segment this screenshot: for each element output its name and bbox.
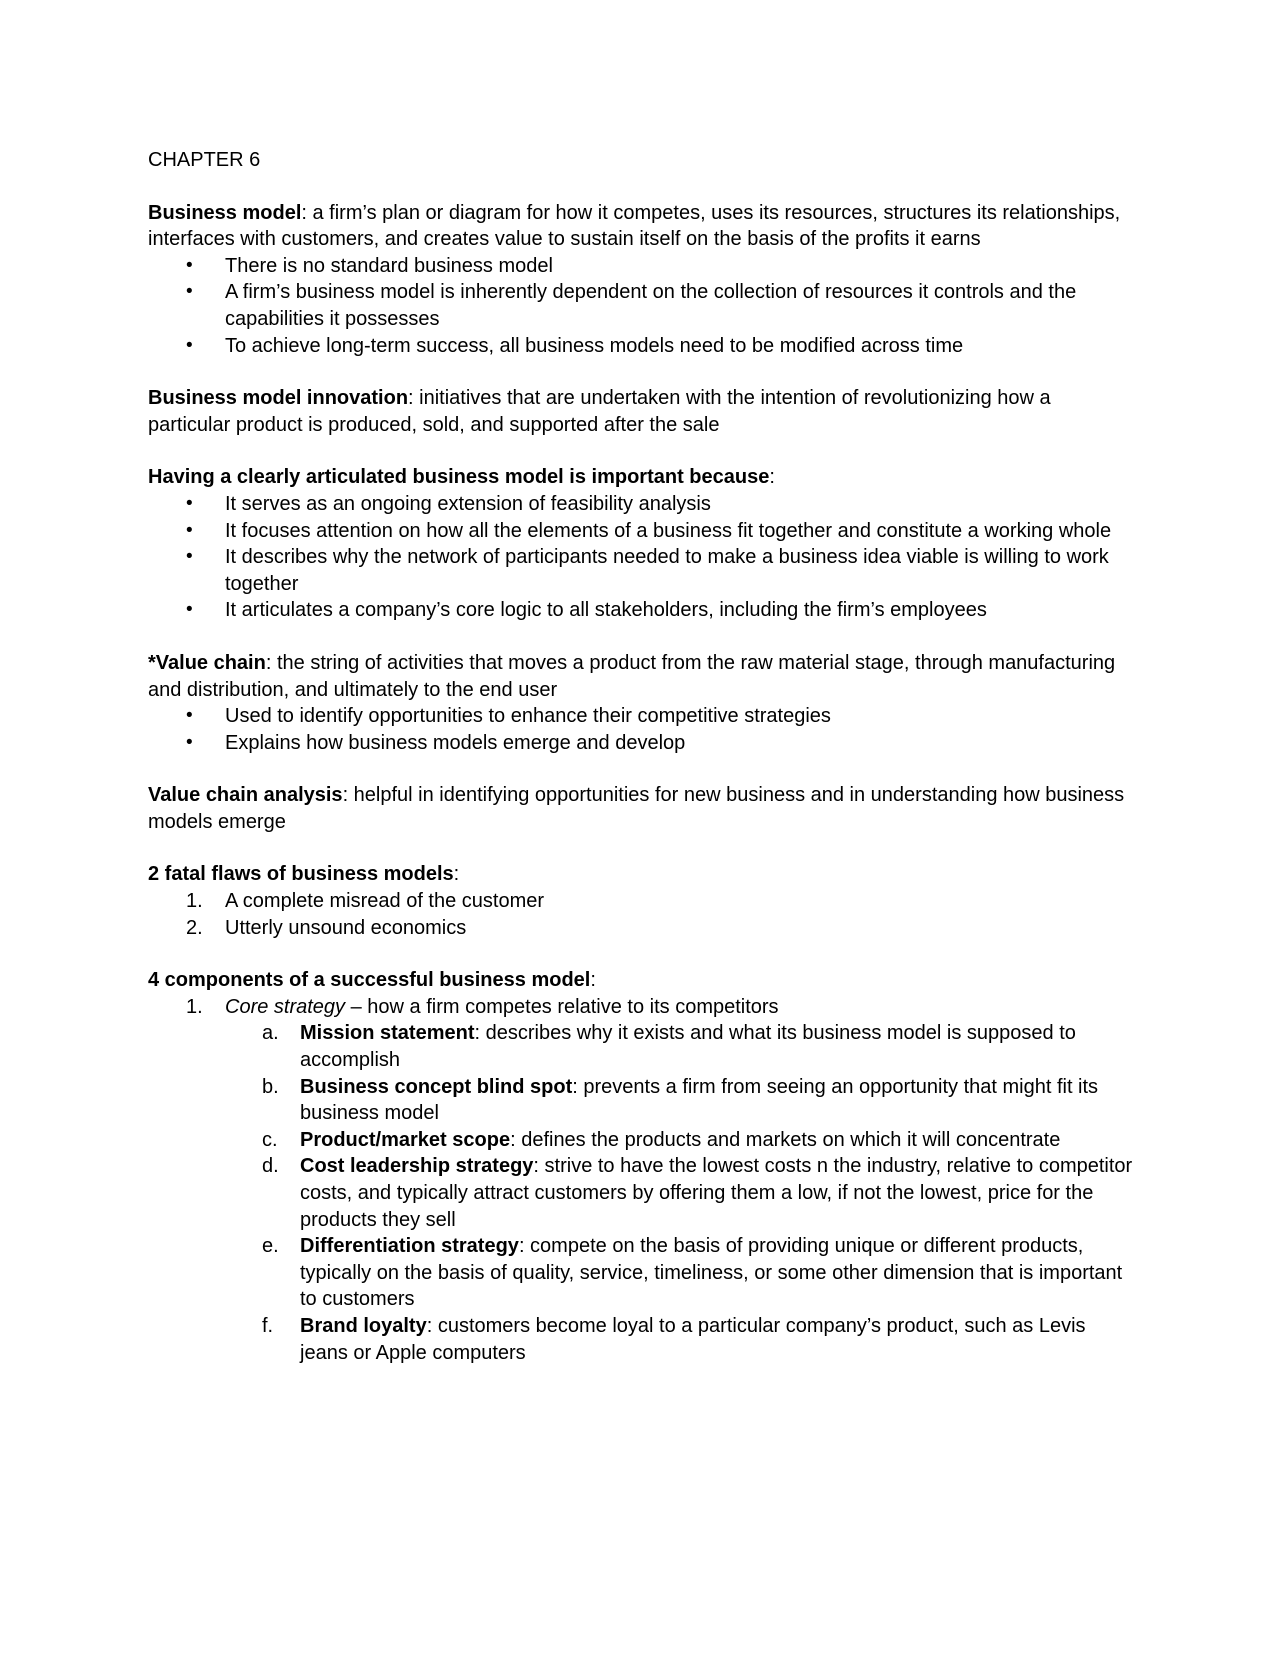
bullet-marker-icon: • <box>186 731 193 753</box>
heading-components-text: 4 components of a successful business model <box>148 969 591 992</box>
list-business-model <box>148 253 1133 359</box>
heading-components-colon: : <box>590 969 596 992</box>
bullet-item <box>148 333 1133 360</box>
list-components <box>148 994 1133 1366</box>
bullet-item <box>148 544 1133 597</box>
chapter-title: CHAPTER 6 <box>148 149 261 171</box>
heading-importance-text: Having a clearly articulated business model is important because <box>148 466 770 489</box>
numbered-item <box>148 915 1133 942</box>
sub-term: Business concept blind spot <box>300 1075 573 1098</box>
bullet-text: There is no standard business model <box>225 254 553 277</box>
letter-marker: d. <box>262 1155 279 1178</box>
bullet-item <box>148 279 1133 332</box>
lettered-item <box>148 1127 1133 1154</box>
bullet-item <box>148 253 1133 280</box>
bullet-marker-icon: • <box>186 254 193 276</box>
para-value-chain <box>148 650 1133 703</box>
heading-fatal-flaws-colon: : <box>453 863 460 886</box>
list-importance <box>148 491 1133 624</box>
lettered-item <box>148 1233 1133 1313</box>
bullet-item <box>148 491 1133 518</box>
sub-term: Brand loyalty <box>300 1314 427 1337</box>
sub-definition: : strive to have the lowest costs n the industry, relative to competitor costs, and typically attract customers by offering them a low, if not the lowest, price for the products they sell <box>300 1155 1133 1231</box>
bullet-text: It focuses attention on how all the elements of a business fit together and constitute a working whole <box>225 519 1112 542</box>
bullet-item <box>148 518 1133 545</box>
bullet-marker-icon: • <box>186 334 193 356</box>
bullet-text: A firm’s business model is inherently dependent on the collection of resources it controls and the capabilities it possesses <box>225 281 1077 330</box>
bullet-item <box>148 703 1133 730</box>
sub-term: Cost leadership strategy <box>300 1155 534 1178</box>
term-value-chain-analysis: Value chain analysis <box>148 784 343 807</box>
lettered-item <box>148 1313 1133 1366</box>
lettered-item <box>148 1153 1133 1233</box>
heading-importance <box>148 464 1133 491</box>
heading-fatal-flaws-text: 2 fatal flaws of business models <box>148 863 454 886</box>
core-strategy-term: Core strategy <box>225 995 346 1018</box>
letter-marker: b. <box>262 1075 279 1098</box>
letter-marker: c. <box>262 1128 278 1151</box>
lettered-item <box>148 1074 1133 1127</box>
sub-term: Product/market scope <box>300 1128 511 1151</box>
number-marker: 1. <box>186 995 203 1018</box>
bullet-item <box>148 597 1133 624</box>
bullet-marker-icon: • <box>186 546 193 568</box>
letter-marker: f. <box>262 1314 274 1337</box>
lettered-item <box>148 1020 1133 1073</box>
bullet-text: To achieve long-term success, all business models need to be modified across time <box>225 334 964 357</box>
list-fatal-flaws <box>148 888 1133 941</box>
core-strategy-text: – how a firm competes relative to its competitors <box>345 995 779 1018</box>
heading-importance-colon: : <box>769 466 775 489</box>
numbered-item <box>148 888 1133 915</box>
letter-marker: a. <box>262 1022 279 1045</box>
bullet-marker-icon: • <box>186 705 193 727</box>
numbered-text: Utterly unsound economics <box>225 916 467 939</box>
heading-components <box>148 967 1133 994</box>
bullet-marker-icon: • <box>186 281 193 303</box>
bullet-marker-icon: • <box>186 492 193 514</box>
sub-definition: : describes why it exists and what its business model is supposed to accomplish <box>300 1022 1076 1072</box>
para-business-model-innovation <box>148 385 1133 438</box>
term-business-model-innovation: Business model innovation <box>148 387 409 410</box>
list-value-chain <box>148 703 1133 756</box>
bullet-text: It serves as an ongoing extension of feasibility analysis <box>225 492 711 515</box>
sub-definition: : customers become loyal to a particular company’s product, such as Levis jeans or Apple computers <box>300 1314 1086 1364</box>
bullet-marker-icon: • <box>186 599 193 621</box>
bullet-text: It describes why the network of participants needed to make a business idea viable is willing to work together <box>225 546 1109 595</box>
number-marker: 2. <box>186 916 203 939</box>
bullet-text: Used to identify opportunities to enhance their competitive strategies <box>225 705 831 728</box>
term-business-model: Business model <box>148 201 302 224</box>
bullet-text: It articulates a company’s core logic to all stakeholders, including the firm’s employees <box>225 599 987 622</box>
heading-fatal-flaws <box>148 861 1133 888</box>
letter-marker: e. <box>262 1235 279 1258</box>
definition-business-model-innovation: : initiatives that are undertaken with the intention of revolutionizing how a particular product is produced, sold, and supported after the sale <box>148 387 1051 436</box>
bullet-marker-icon: • <box>186 519 193 541</box>
definition-value-chain-analysis: : helpful in identifying opportunities for new business and in understanding how business models emerge <box>148 784 1125 833</box>
term-value-chain: *Value chain <box>148 651 266 674</box>
sub-term: Differentiation strategy <box>300 1235 519 1258</box>
para-business-model <box>148 200 1133 253</box>
sub-definition: : defines the products and markets on which it will concentrate <box>510 1128 1061 1151</box>
numbered-text: A complete misread of the customer <box>225 890 545 913</box>
definition-business-model: : a firm’s plan or diagram for how it competes, uses its resources, structures its relationships, interfaces with customers, and creates value to sustain itself on the basis of the profits it earns <box>148 201 1121 251</box>
numbered-item-core-strategy <box>148 994 1133 1021</box>
definition-value-chain: : the string of activities that moves a product from the raw material stage, through manufacturing and distribution, and ultimately to the end user <box>148 651 1116 701</box>
sub-definition: : prevents a firm from seeing an opportunity that might fit its business model <box>300 1075 1099 1125</box>
sub-definition: : compete on the basis of providing unique or different products, typically on the basis of quality, service, timeliness, or some other dimension that is important to customers <box>300 1235 1123 1311</box>
para-value-chain-analysis <box>148 782 1133 835</box>
number-marker: 1. <box>186 890 203 913</box>
bullet-item <box>148 730 1133 757</box>
bullet-text: Explains how business models emerge and develop <box>225 731 686 754</box>
sub-term: Mission statement <box>300 1022 475 1045</box>
